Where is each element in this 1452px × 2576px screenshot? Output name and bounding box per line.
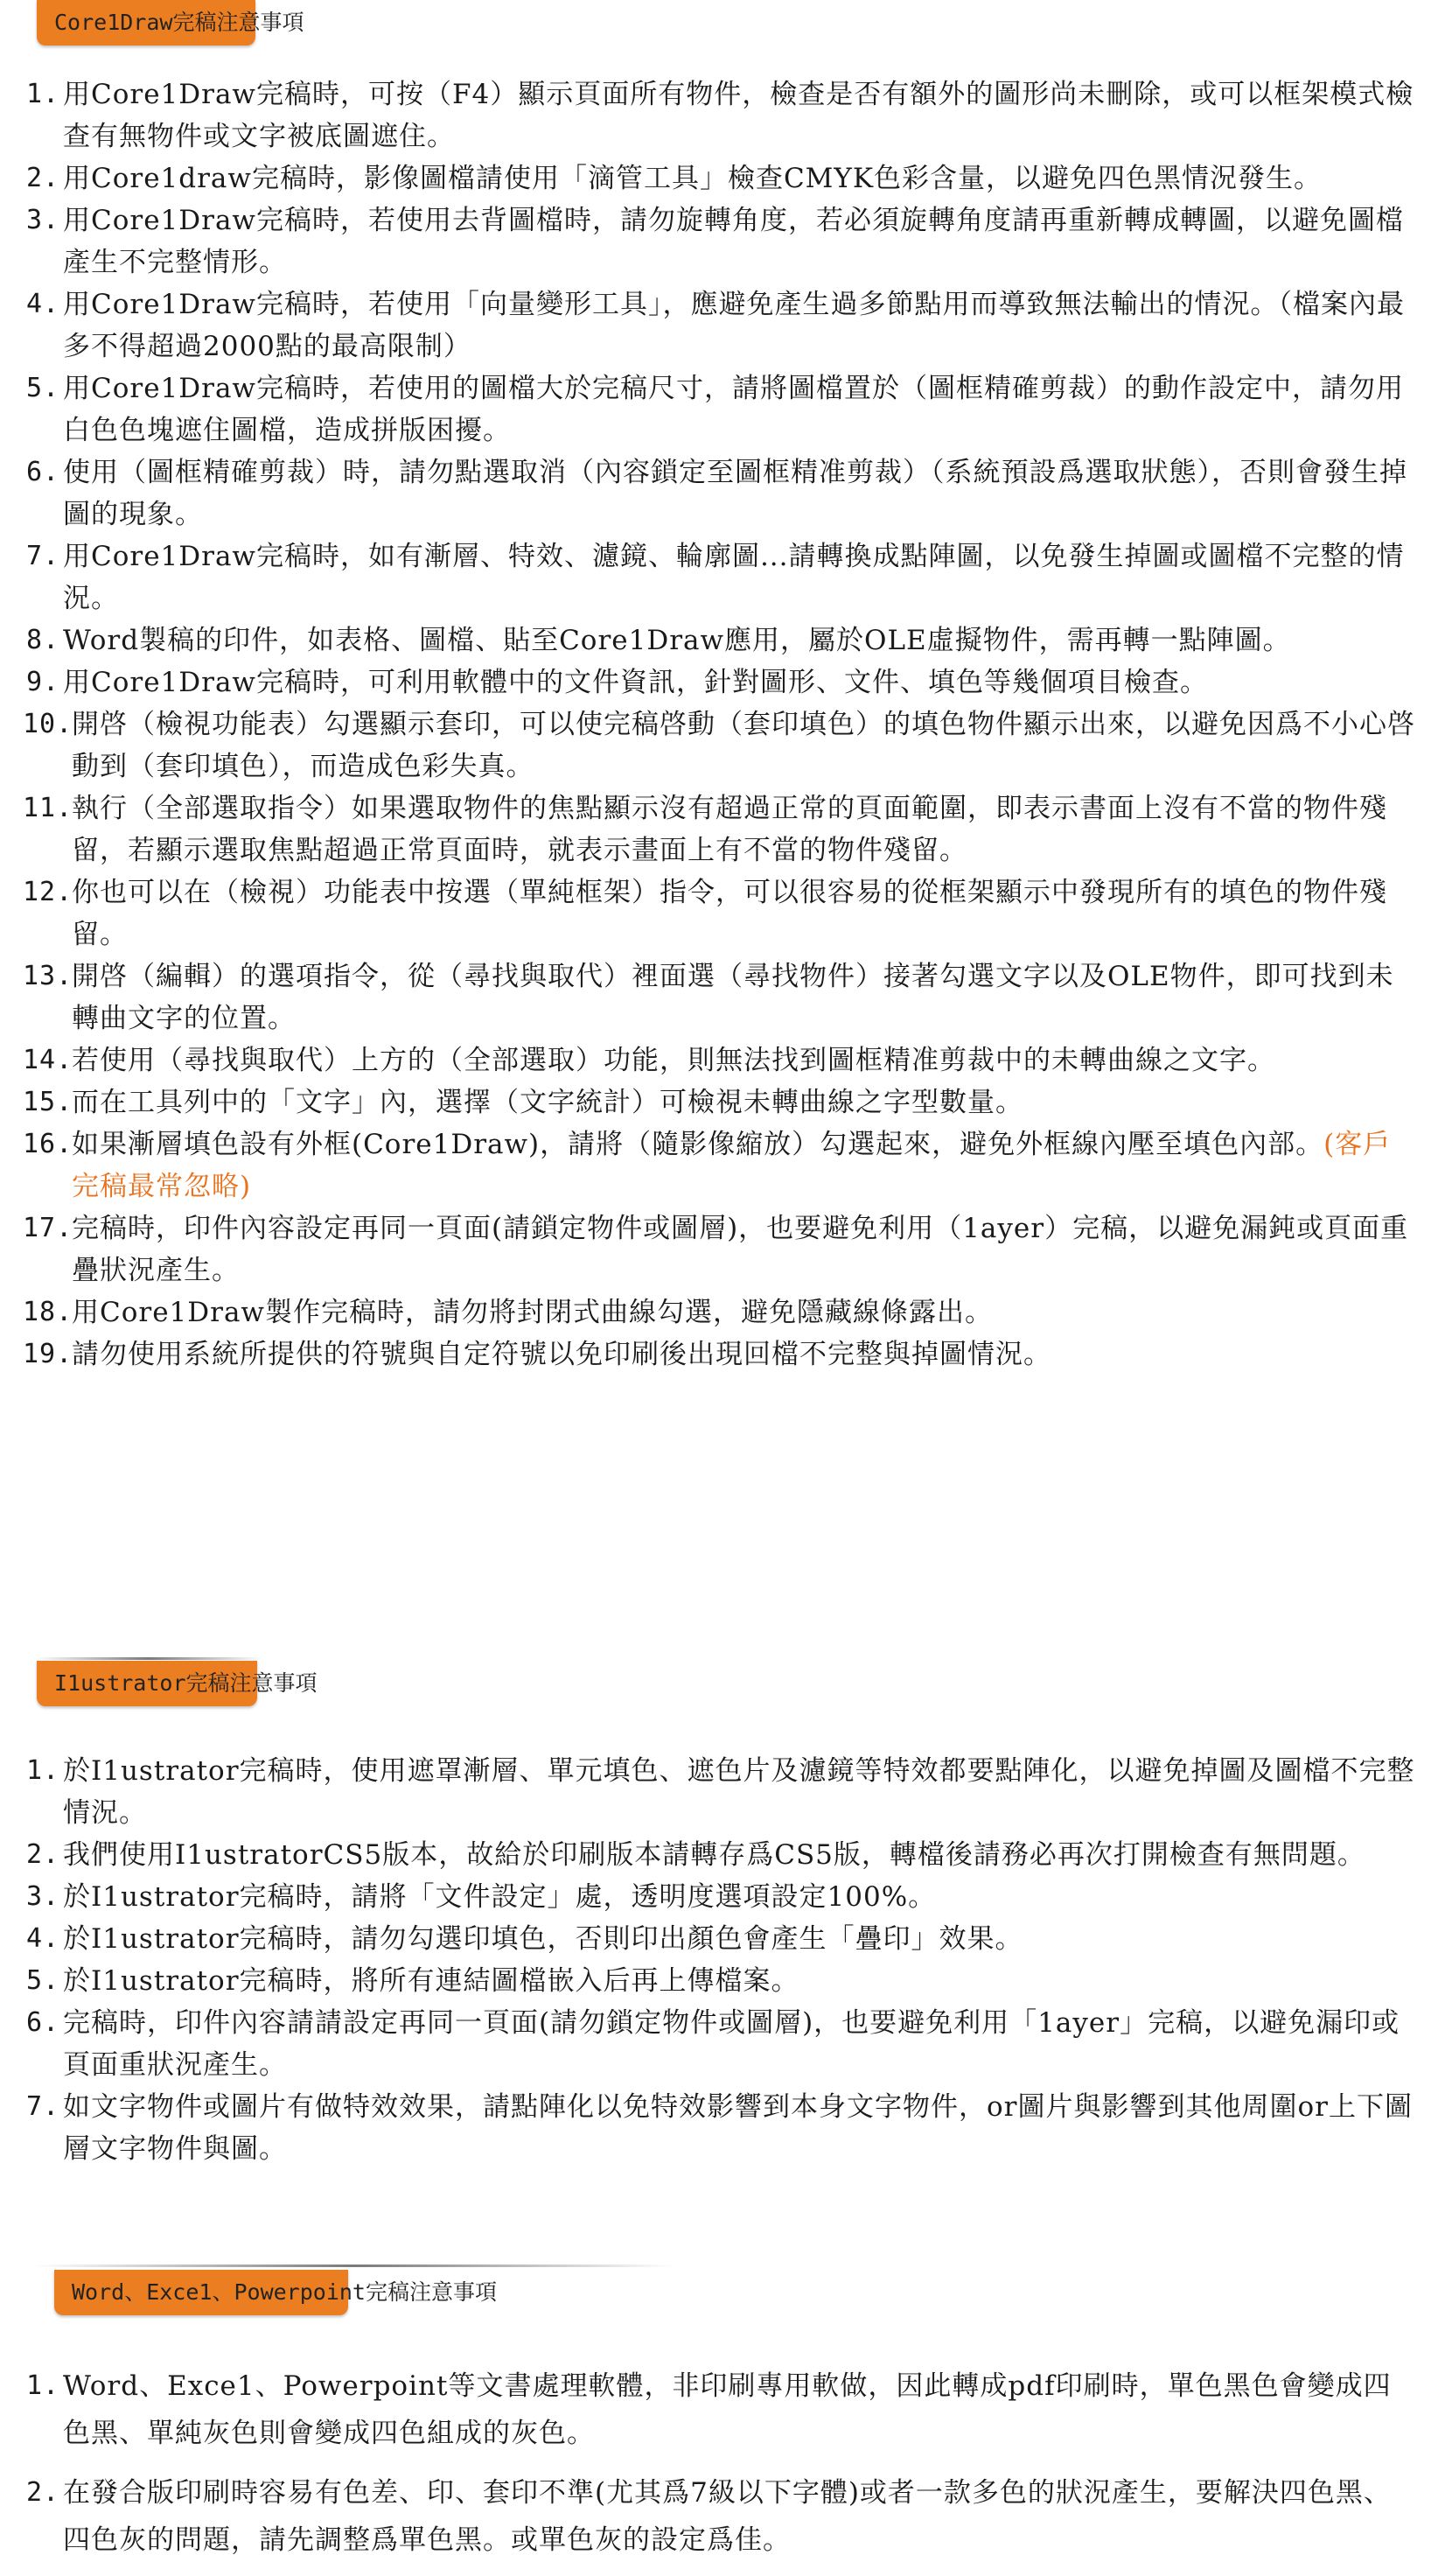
section-title: Core1Draw完稿注意事項	[54, 10, 304, 35]
section-title-tab	[37, 1661, 318, 1706]
item-number: 7.	[26, 541, 60, 571]
item-number: 1.	[26, 79, 60, 109]
illustrator-section	[0, 1652, 1452, 2170]
item-number: 13.	[23, 961, 73, 991]
list-item	[0, 1918, 1452, 1960]
illustrator-list	[0, 1750, 1452, 2170]
list-item	[0, 284, 1452, 368]
item-number: 17.	[23, 1213, 73, 1243]
section-divider	[35, 2264, 674, 2267]
list-item	[0, 200, 1452, 284]
list-item	[0, 2469, 1452, 2564]
item-number: 3.	[26, 1881, 60, 1912]
item-text: 若使用（尋找與取代）上方的（全部選取）功能，則無法找到圖框精准剪裁中的未轉曲線之文字。	[72, 1045, 1275, 1076]
item-number: 2.	[26, 163, 60, 193]
item-text: 完稿時，印件內容設定再同一頁面(請鎖定物件或圖層)，也要避免利用（1ayer）完稿，以避免漏鈍或頁面重疊狀況產生。	[72, 1213, 1409, 1286]
list-item	[0, 1208, 1452, 1292]
list-item	[0, 1040, 1452, 1082]
section-title: I1ustrator完稿注意事項	[54, 1670, 318, 1696]
list-item	[0, 788, 1452, 872]
item-text: 如文字物件或圖片有做特效效果，請點陣化以免特效影響到本身文字物件，or圖片與影響到其他周圍or上下圖層文字物件與圖。	[63, 2091, 1413, 2165]
item-number: 6.	[26, 2007, 60, 2038]
item-text: 你也可以在（檢視）功能表中按選（單純框架）指令，可以很容易的從框架顯示中發現所有的填色的物件殘留。	[72, 877, 1387, 950]
item-number: 12.	[23, 877, 73, 907]
item-text: 於I1ustrator完稿時，請將「文件設定」處，透明度選項設定100%。	[63, 1881, 937, 1913]
item-text: 於I1ustrator完稿時，將所有連結圖檔嵌入后再上傳檔案。	[63, 1965, 799, 1997]
item-number: 10.	[23, 709, 73, 739]
list-item	[0, 956, 1452, 1040]
item-text: 開啓（檢視功能表）勾選顯示套印，可以使完稿啓動（套印填色）的填色物件顯示出來，以避免因爲不小心啓動到（套印填色），而造成色彩失真。	[72, 709, 1415, 782]
item-text: 而在工具列中的「文字」內，選擇（文字統計）可檢視未轉曲線之字型數量。	[72, 1087, 1023, 1118]
item-number: 9.	[26, 667, 60, 697]
list-item	[0, 158, 1452, 200]
list-item	[0, 452, 1452, 536]
item-text: Word、Exce1、Powerpoint等文書處理軟體，非印刷專用軟做，因此轉成pdf印刷時，單色黑色會變成四色黑、單純灰色則會變成四色組成的灰色。	[63, 2370, 1392, 2449]
item-text: 用Core1Draw完稿時，可利用軟體中的文件資訊，針對圖形、文件、填色等幾個項目檢查。	[63, 667, 1208, 698]
list-item	[0, 704, 1452, 788]
list-item	[0, 74, 1452, 158]
list-item	[0, 1082, 1452, 1124]
item-text: 用Core1Draw完稿時，若使用的圖檔大於完稿尺寸，請將圖檔置於（圖框精確剪裁）的動作設定中，請勿用白色色塊遮住圖檔，造成拼版困擾。	[63, 373, 1404, 446]
item-number: 7.	[26, 2091, 60, 2122]
list-item	[0, 872, 1452, 956]
list-item	[0, 368, 1452, 452]
item-text: 使用（圖框精確剪裁）時，請勿點選取消（內容鎖定至圖框精准剪裁）（系統預設爲選取狀態），否則會發生掉圖的現象。	[63, 457, 1407, 530]
list-item	[0, 2086, 1452, 2170]
section-title-tab	[37, 0, 304, 46]
item-text: 用Core1Draw完稿時，可按（F4）顯示頁面所有物件，檢查是否有額外的圖形尚未刪除，或可以框架模式檢查有無物件或文字被底圖遮住。	[63, 79, 1414, 152]
item-number: 1.	[26, 1755, 60, 1786]
item-text: 用Core1Draw完稿時，如有漸層、特效、濾鏡、輪廓圖...請轉換成點陣圖，以免發生掉圖或圖檔不完整的情況。	[63, 541, 1405, 614]
item-number: 5.	[26, 1965, 60, 1996]
item-number: 1.	[26, 2370, 60, 2401]
item-number: 16.	[23, 1129, 73, 1159]
item-text: 開啓（編輯）的選項指令，從（尋找與取代）裡面選（尋找物件）接著勾選文字以及OLE物件，即可找到未轉曲文字的位置。	[72, 961, 1394, 1034]
highlight-note: (客戶完稿最常忽略)	[72, 1129, 1392, 1202]
list-item	[0, 536, 1452, 620]
list-item	[0, 1334, 1452, 1376]
office-section	[0, 2259, 1452, 2576]
list-item	[0, 620, 1452, 662]
item-text: 用Core1Draw完稿時，若使用「向量變形工具」，應避免產生過多節點用而導致無法輸出的情況。（檔案內最多不得超過2000點的最高限制）	[63, 289, 1405, 362]
item-number: 18.	[23, 1297, 73, 1327]
list-item	[0, 662, 1452, 704]
item-text: 於I1ustrator完稿時，請勿勾選印填色，否則印出顏色會產生「疊印」效果。	[63, 1923, 1023, 1955]
item-text: Word製稿的印件，如表格、圖檔、貼至Core1Draw應用，屬於OLE虛擬物件，需再轉一點陣圖。	[63, 625, 1291, 656]
item-text: 執行（全部選取指令）如果選取物件的焦點顯示沒有超過正常的頁面範圍，即表示書面上沒有不當的物件殘留，若顯示選取焦點超過正常頁面時，就表示畫面上有不當的物件殘留。	[72, 793, 1387, 866]
item-text: 如果漸層填色設有外框(Core1Draw)，請將（隨影像縮放）勾選起來，避免外框線內壓至填色內部。	[72, 1129, 1324, 1160]
item-number: 2.	[26, 1839, 60, 1870]
item-number: 8.	[26, 625, 60, 655]
item-number: 4.	[26, 289, 60, 319]
list-item	[0, 1750, 1452, 1834]
item-number: 19.	[23, 1339, 73, 1369]
item-text: 用Core1draw完稿時，影像圖檔請使用「滴管工具」檢查CMYK色彩含量，以避免四色黑情況發生。	[63, 163, 1323, 194]
list-item	[0, 1960, 1452, 2002]
section-title: Word、Exce1、Powerpoint完稿注意事項	[72, 2279, 497, 2305]
section-divider	[35, 1657, 262, 1660]
list-item	[0, 1292, 1452, 1334]
item-number: 11.	[23, 793, 73, 823]
item-text: 在發合版印刷時容易有色差、印、套印不準(尤其爲7級以下字體)或者一款多色的狀況產生，要解決四色黑、四色灰的問題，請先調整爲單色黑。或單色灰的設定爲佳。	[63, 2477, 1392, 2556]
item-number: 6.	[26, 457, 60, 487]
item-number: 14.	[23, 1045, 73, 1075]
item-number: 15.	[23, 1087, 73, 1117]
item-text: 我們使用I1ustratorCS5版本，故給於印刷版本請轉存爲CS5版，轉檔後請務必再次打開檢查有無問題。	[63, 1839, 1365, 1871]
list-item	[0, 1834, 1452, 1876]
item-number: 4.	[26, 1923, 60, 1954]
coreldraw-list	[0, 74, 1452, 1376]
item-text: 於I1ustrator完稿時，使用遮罩漸層、單元填色、遮色片及濾鏡等特效都要點陣化，以避免掉圖及圖檔不完整情況。	[63, 1755, 1415, 1829]
item-number: 2.	[26, 2477, 60, 2508]
list-item	[0, 2002, 1452, 2086]
item-text: 完稿時，印件內容請請設定再同一頁面(請勿鎖定物件或圖層)，也要避免利用「1ayer」完稿，以避免漏印或頁面重狀況產生。	[63, 2007, 1400, 2081]
item-text: 用Core1Draw製作完稿時，請勿將封閉式曲線勾選，避免隱藏線條露出。	[72, 1297, 993, 1328]
list-item	[0, 1876, 1452, 1918]
office-list	[0, 2362, 1452, 2564]
item-number: 3.	[26, 205, 60, 235]
item-text: 請勿使用系統所提供的符號與自定符號以免印刷後出現回檔不完整與掉圖情況。	[72, 1339, 1051, 1370]
list-item	[0, 1124, 1452, 1208]
item-text: 用Core1Draw完稿時，若使用去背圖檔時，請勿旋轉角度，若必須旋轉角度請再重新轉成轉圖，以避免圖檔產生不完整情形。	[63, 205, 1404, 278]
item-number: 5.	[26, 373, 60, 403]
section-title-tab	[54, 2270, 497, 2315]
list-item	[0, 2362, 1452, 2457]
